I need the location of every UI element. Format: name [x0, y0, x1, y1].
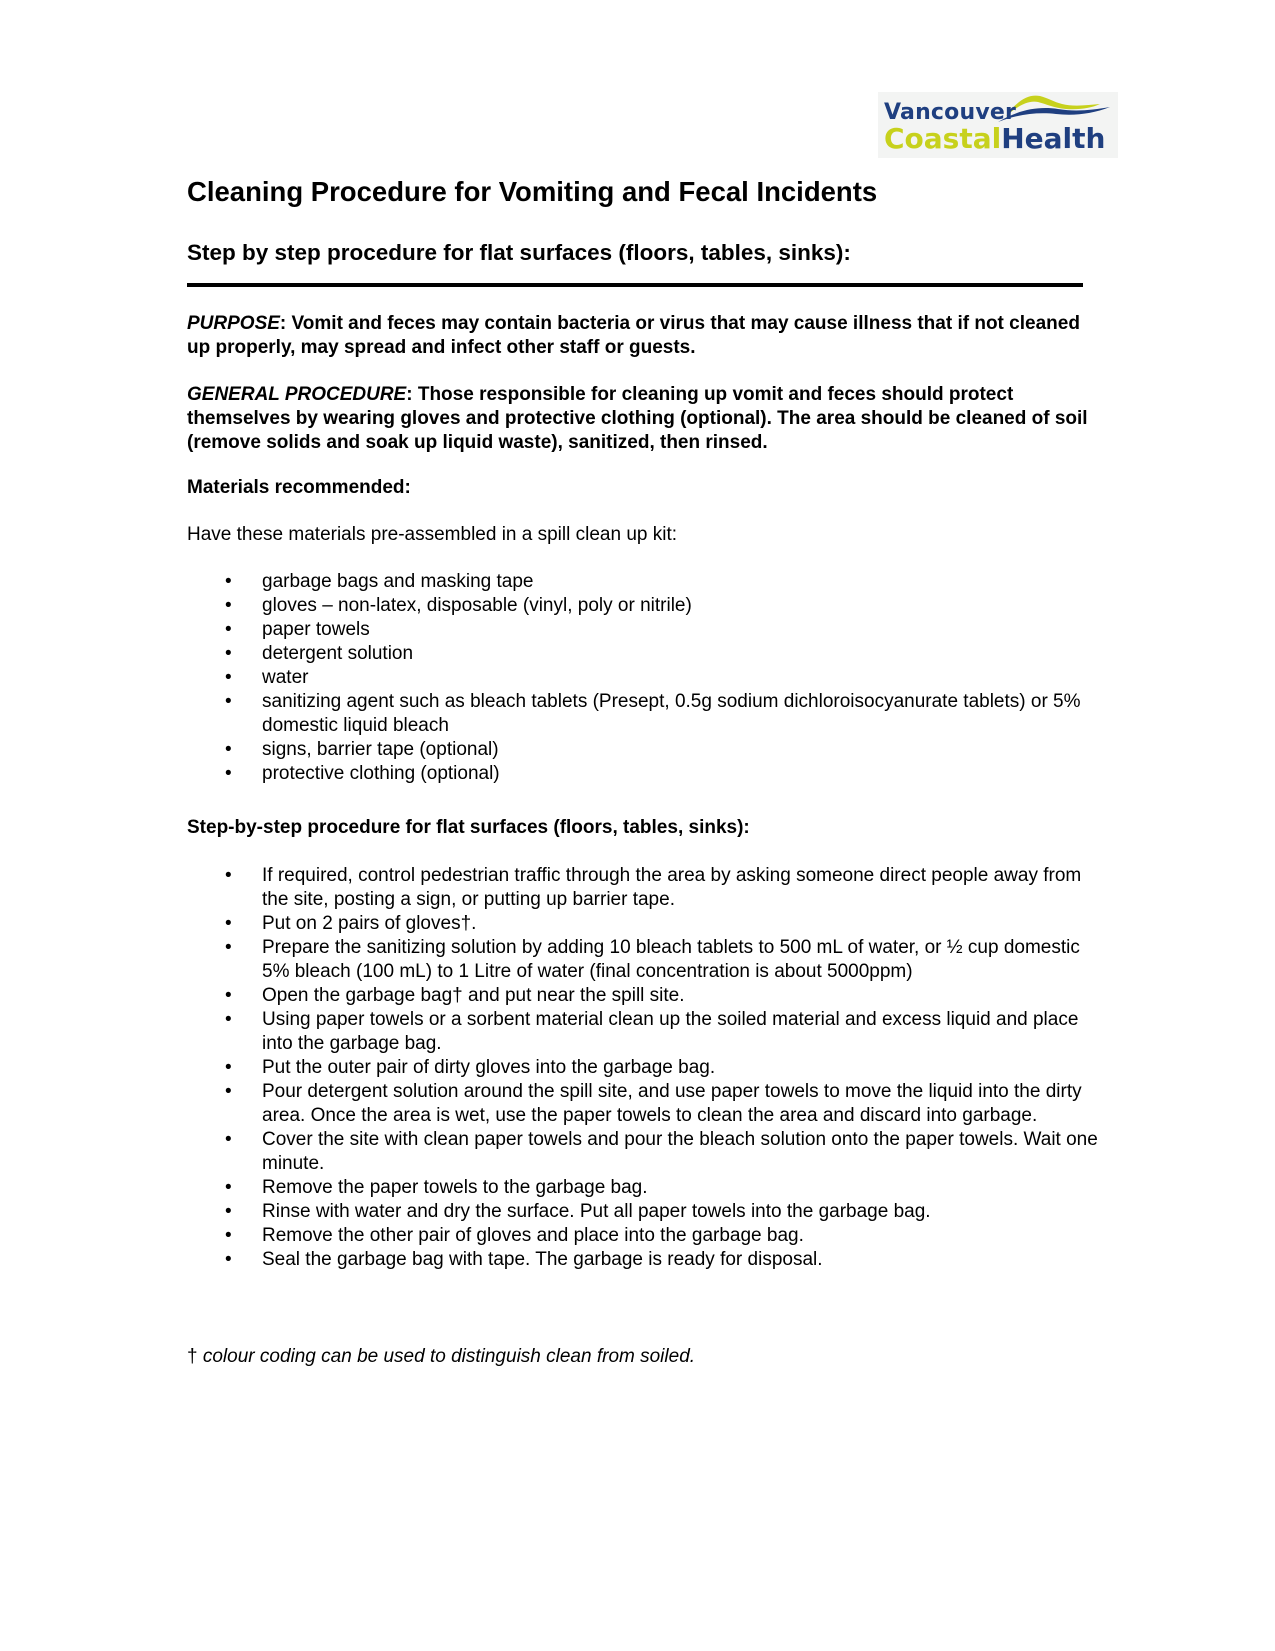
horizontal-rule [187, 283, 1083, 287]
list-item: • Cover the site with clean paper towels and pour the bleach solution onto the paper towels. Wait one minute. [187, 1128, 1107, 1176]
vancouver-coastal-health-logo [878, 92, 1118, 158]
materials-heading: Materials recommended: [187, 477, 411, 498]
page-subtitle: Step by step procedure for flat surfaces (floors, tables, sinks): [187, 240, 851, 265]
steps-list [187, 864, 1107, 1272]
materials-list [187, 570, 1107, 786]
list-item: • Put on 2 pairs of gloves†. [187, 912, 1107, 936]
materials-intro: Have these materials pre-assembled in a spill clean up kit: [187, 524, 678, 545]
list-item: • Remove the paper towels to the garbage bag. [187, 1176, 1107, 1200]
footnote-dagger: † [187, 1346, 198, 1367]
list-item: • gloves – non-latex, disposable (vinyl, poly or nitrile) [187, 594, 1107, 618]
list-item: • Open the garbage bag† and put near the spill site. [187, 984, 1107, 1008]
list-item: • signs, barrier tape (optional) [187, 738, 1107, 762]
list-item: • If required, control pedestrian traffic through the area by asking someone direct people away from the site, posting a sign, or putting up barrier tape. [187, 864, 1107, 912]
list-item: • Seal the garbage bag with tape. The garbage is ready for disposal. [187, 1248, 1107, 1272]
list-item: • detergent solution [187, 642, 1107, 666]
list-item: • Using paper towels or a sorbent material clean up the soiled material and excess liquid and place into the garbage bag. [187, 1008, 1107, 1056]
list-item: • Rinse with water and dry the surface. Put all paper towels into the garbage bag. [187, 1200, 1107, 1224]
logo-vancouver-text: Vancouver [884, 100, 1017, 125]
list-item: • Prepare the sanitizing solution by adding 10 bleach tablets to 500 mL of water, or ½ cup domestic 5% bleach (100 mL) to 1 Litre of water (final concentration is about 5000ppm) [187, 936, 1107, 984]
general-procedure-text: : Those responsible for cleaning up vomit and feces should protect themselves by wearing gloves and protective clothing (optional). The area should be cleaned of soil (remove solids and soak up liquid waste), sanitized, then rinsed. [187, 384, 1088, 453]
list-item: • Pour detergent solution around the spill site, and use paper towels to move the liquid into the dirty area. Once the area is wet, use the paper towels to clean the area and discard into garbage. [187, 1080, 1107, 1128]
list-item: • Remove the other pair of gloves and place into the garbage bag. [187, 1224, 1107, 1248]
list-item: • garbage bags and masking tape [187, 570, 1107, 594]
purpose-text: : Vomit and feces may contain bacteria or virus that may cause illness that if not cleaned up properly, may spread and infect other staff or guests. [187, 313, 1080, 358]
general-procedure-label: GENERAL PROCEDURE [187, 384, 407, 405]
purpose-label: PURPOSE [187, 313, 280, 334]
logo-coastal-word: Coastal [884, 122, 1002, 155]
logo-coastal-health-text [884, 122, 1105, 155]
page-title: Cleaning Procedure for Vomiting and Fecal Incidents [187, 176, 878, 207]
list-item: • paper towels [187, 618, 1107, 642]
list-item: • water [187, 666, 1107, 690]
list-item: • Put the outer pair of dirty gloves into the garbage bag. [187, 1056, 1107, 1080]
list-item: • protective clothing (optional) [187, 762, 1107, 786]
logo-health-word: Health [1001, 122, 1106, 155]
footnote [187, 1345, 695, 1369]
purpose-paragraph [187, 312, 1097, 360]
general-procedure-paragraph [187, 383, 1097, 455]
list-item: • sanitizing agent such as bleach tablets (Presept, 0.5g sodium dichloroisocyanurate tablets) or 5% domestic liquid bleach [187, 690, 1107, 738]
steps-heading: Step-by-step procedure for flat surfaces (floors, tables, sinks): [187, 817, 750, 838]
footnote-text: colour coding can be used to distinguish clean from soiled. [197, 1346, 696, 1367]
